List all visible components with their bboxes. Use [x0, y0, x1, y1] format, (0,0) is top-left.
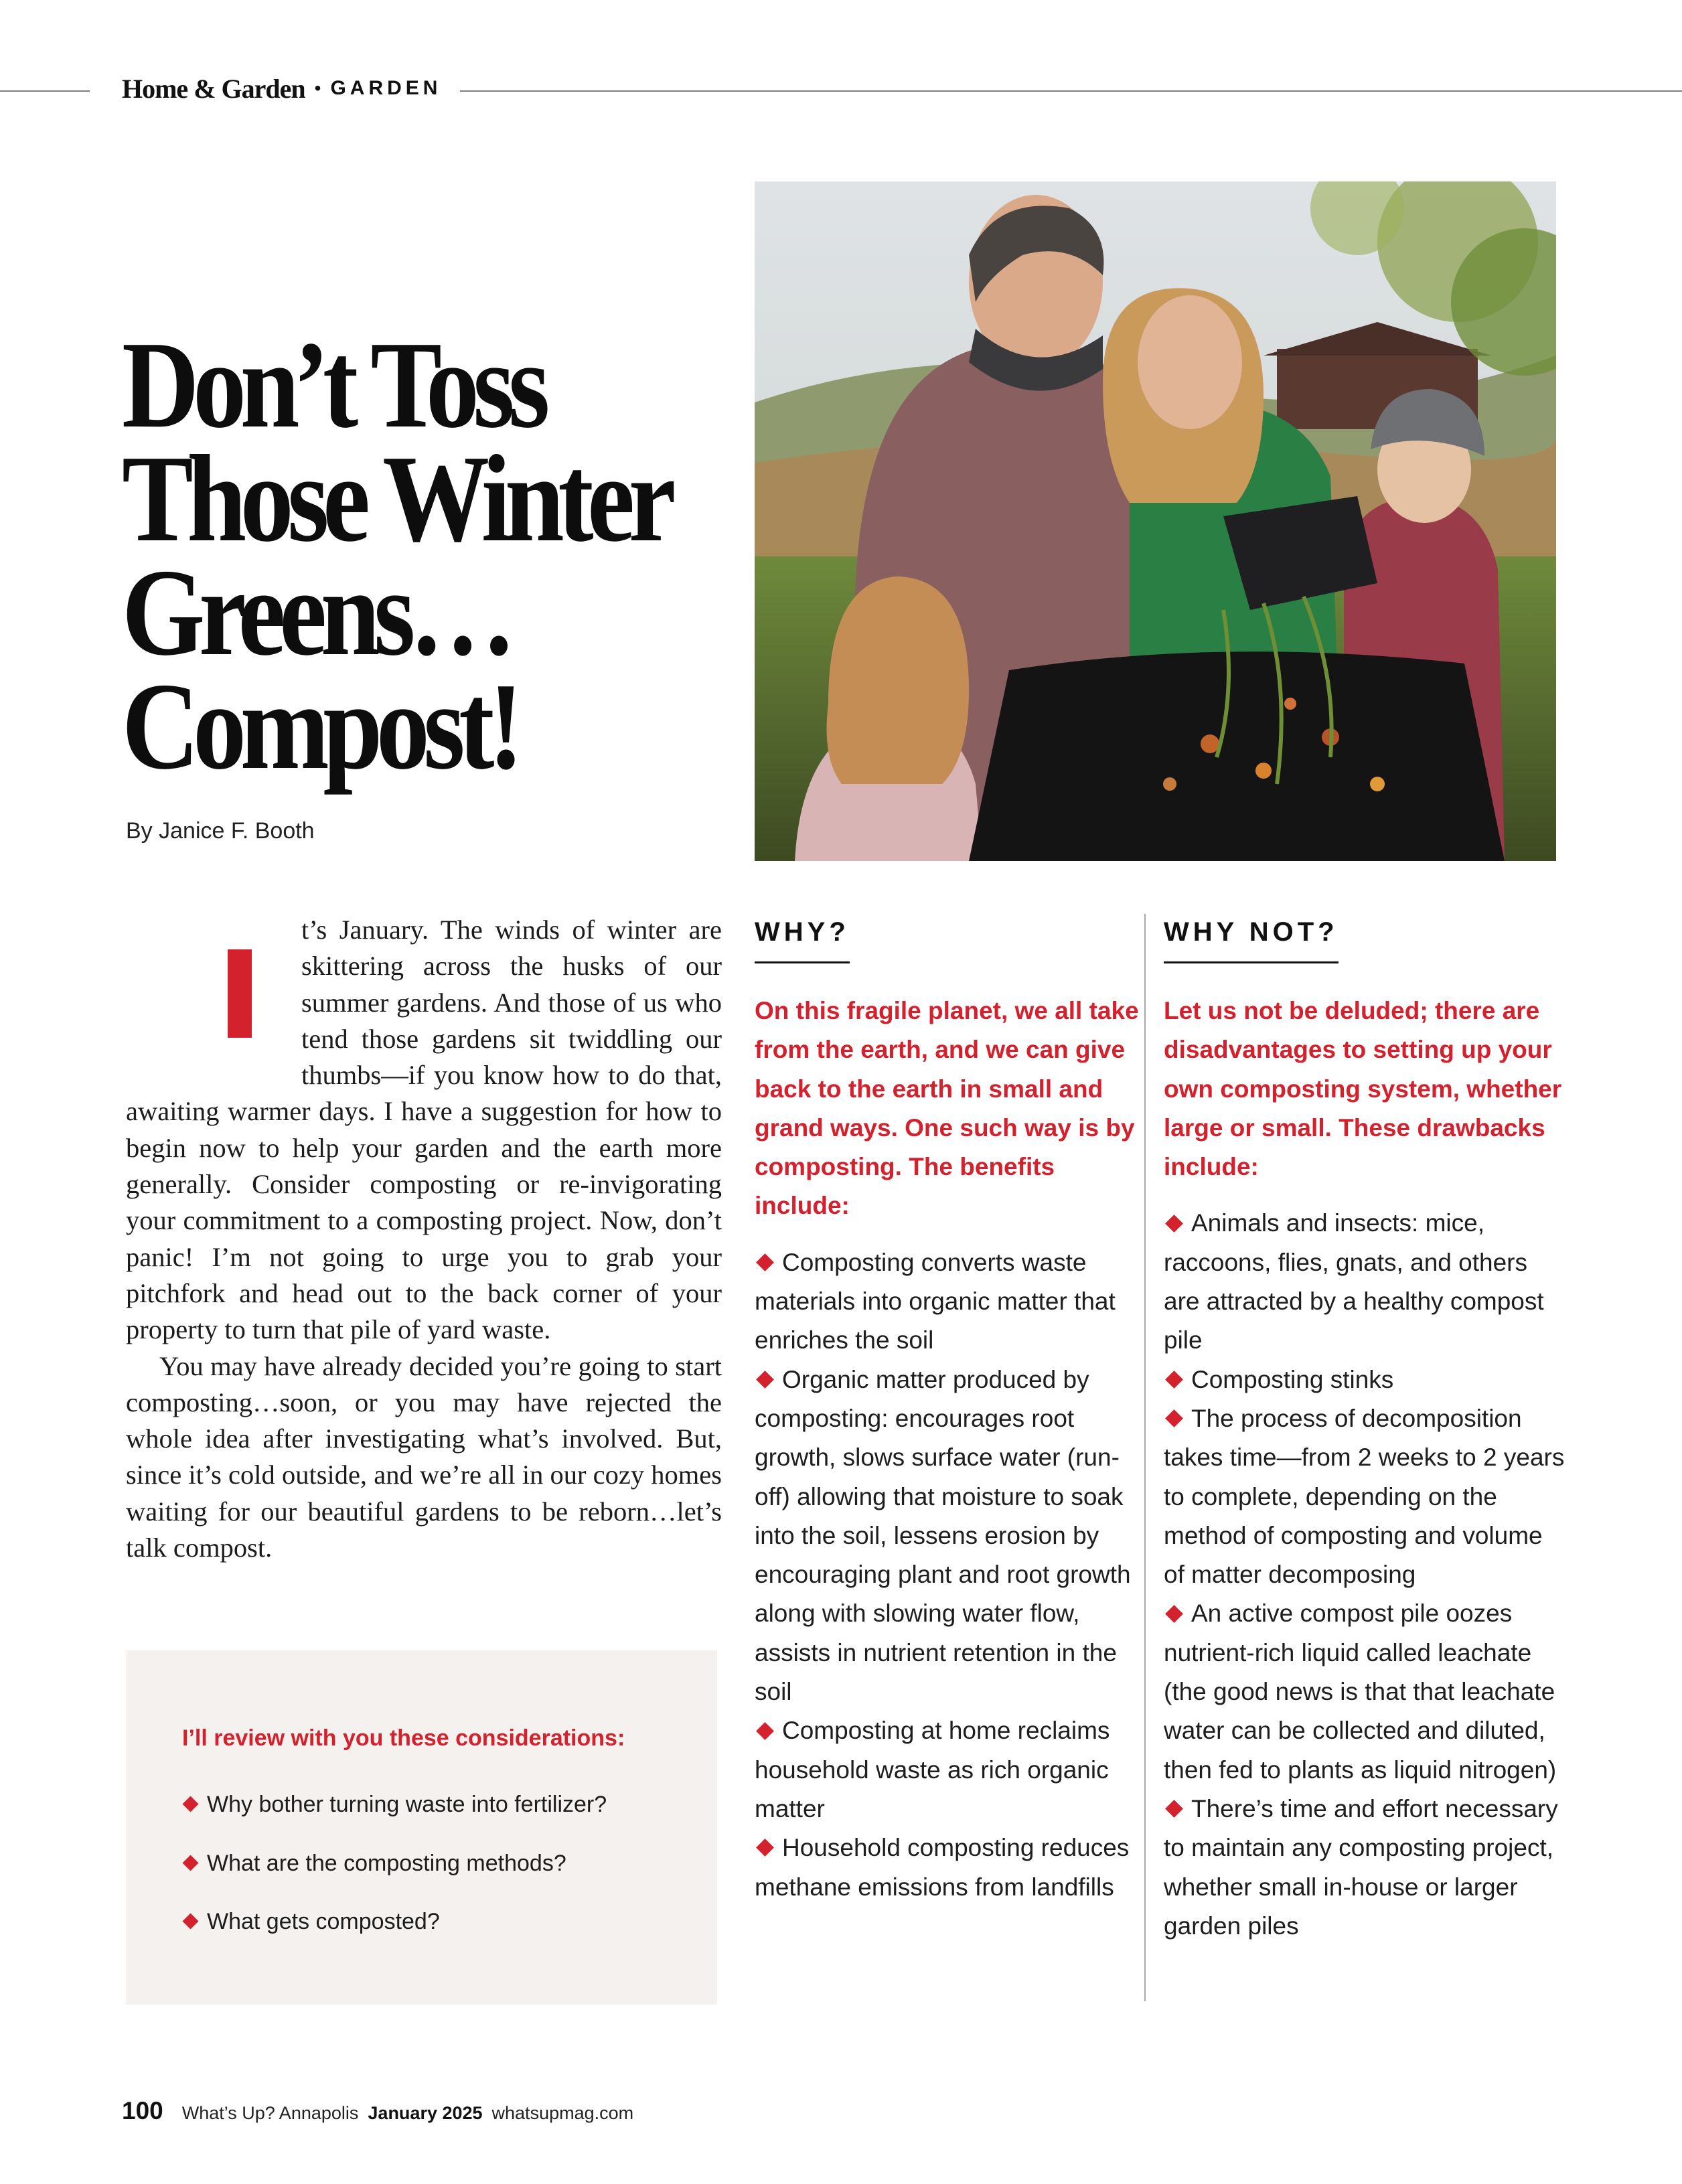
list-item: An active compost pile oozes nutrient-rich liquid called leachate (the good news is that that leachate water can be collected and diluted, then fed to plants as liquid nitrogen): [1164, 1600, 1557, 1784]
list-item: Composting at home reclaims household waste as rich organic matter: [755, 1717, 1110, 1822]
page-number: 100: [122, 2097, 163, 2124]
diamond-bullet-icon: [1165, 1371, 1183, 1389]
why-heading: WHY?: [755, 912, 850, 963]
diamond-bullet-icon: [756, 1839, 774, 1857]
considerations-item: What gets composted?: [182, 1909, 440, 1935]
diamond-bullet-icon: [182, 1855, 198, 1871]
section-header: [122, 68, 441, 108]
list-item: Household composting reduces methane emissions from landfills: [755, 1834, 1130, 1901]
diamond-bullet-icon: [182, 1913, 198, 1929]
paragraph-text: t’s January. The winds of winter are skittering across the husks of our summer gardens. And those of us who tend those gardens sit twiddling our thumbs—if you know how to do that, awaiting warmer days. I have a suggestion for how to begin now to help your garden and the earth more generally. Consider composting or re-invigorating your commitment to a composting project. Now, don’t panic! I’m not going to urge you to grab your pitchfork and head out to the back corner of your property to turn that pile of yard waste.: [126, 915, 722, 1345]
title-line: Greens…: [122, 544, 510, 682]
magazine-name: What’s Up? Annapolis: [181, 2103, 359, 2123]
why-not-heading: WHY NOT?: [1164, 912, 1339, 963]
title-line: Those Winter: [122, 430, 670, 568]
list-item: The process of decomposition takes time—from 2 weeks to 2 years to complete, depending on the method of composting and volume of matter decomposing: [1164, 1404, 1565, 1589]
page-footer: [122, 2097, 633, 2125]
considerations-item: What are the composting methods?: [182, 1851, 566, 1877]
considerations-box: [126, 1650, 717, 2005]
article-body: [126, 912, 722, 1566]
considerations-heading: I’ll review with you these considerations:: [182, 1725, 625, 1751]
why-not-intro: Let us not be deluded; there are disadvantages to setting up your own composting system, whether large or small. These drawbacks include:: [1164, 997, 1562, 1181]
header-rule-left: [0, 90, 90, 92]
list-item: There’s time and effort necessary to maintain any composting project, whether small in-house or larger garden piles: [1164, 1794, 1558, 1940]
diamond-bullet-icon: [756, 1722, 774, 1740]
diamond-bullet-icon: [1165, 1215, 1183, 1233]
drop-cap: [126, 912, 301, 1093]
diamond-bullet-icon: [1165, 1800, 1183, 1818]
section-category: GARDEN: [330, 77, 442, 99]
article-title: [122, 316, 670, 795]
list-item: Animals and insects: mice, raccoons, flies, gnats, and others are attracted by a healthy compost pile: [1164, 1209, 1544, 1354]
column-divider: [1144, 914, 1146, 2001]
diamond-bullet-icon: [1165, 1605, 1183, 1623]
website: whatsupmag.com: [491, 2103, 634, 2123]
why-column: [755, 912, 1150, 1907]
paragraph: [126, 912, 722, 1348]
header-separator: •: [314, 78, 321, 98]
list-item: Composting converts waste materials into organic matter that enriches the soil: [755, 1248, 1116, 1354]
issue-date: January 2025: [368, 2103, 483, 2123]
diamond-bullet-icon: [756, 1253, 774, 1271]
diamond-bullet-icon: [756, 1371, 774, 1389]
title-line: Compost!: [122, 657, 518, 795]
why-not-column: [1164, 912, 1565, 1946]
section-name: Home & Garden: [122, 73, 305, 104]
title-line: Don’t Toss: [122, 316, 544, 454]
paragraph: You may have already decided you’re going to start composting…soon, or you may have rejected the whole idea after investigating what’s involved. But, since it’s cold outside, and we’re all in our cozy homes waiting for our beautiful gardens to be reborn…let’s talk compost.: [126, 1350, 722, 1563]
diamond-bullet-icon: [182, 1796, 198, 1812]
why-list: [755, 1243, 1150, 1907]
why-intro: On this fragile planet, we all take from the earth, and we can give back to the earth in small and grand ways. One such way is by composting. The benefits include:: [755, 997, 1139, 1220]
photo-illustration: [755, 181, 1556, 861]
list-item: Organic matter produced by composting: encourages root growth, slows surface water (run-off) allowing that moisture to soak into the soil, lessens erosion by encouraging plant and root growth along with slowing water flow, assists in nutrient retention in the soil: [755, 1365, 1131, 1706]
considerations-item: Why bother turning waste into fertilizer?: [182, 1792, 607, 1818]
byline: By Janice F. Booth: [126, 818, 315, 844]
why-not-list: [1164, 1204, 1565, 1946]
diamond-bullet-icon: [1165, 1409, 1183, 1427]
family-composting-photo: [755, 181, 1556, 861]
list-item: Composting stinks: [1164, 1360, 1565, 1399]
header-rule-right: [460, 90, 1682, 92]
